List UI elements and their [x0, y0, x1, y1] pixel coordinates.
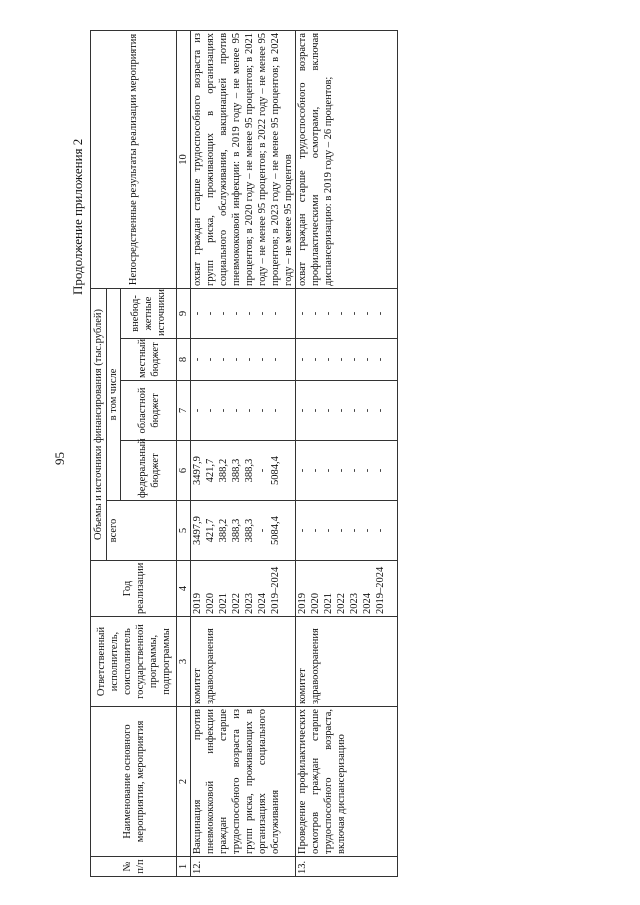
responsible-cell: комитет здравоохранения — [191, 617, 296, 707]
federal-value: - — [336, 468, 347, 473]
regional-value: - — [349, 408, 360, 413]
local-value: - — [244, 357, 255, 362]
year-value: 2020 — [310, 593, 321, 614]
regional-value: - — [336, 408, 347, 413]
year-value: 2023 — [349, 593, 360, 614]
local-value: - — [192, 357, 203, 362]
extrabudget-value: - — [218, 311, 229, 316]
extrabudget-value: - — [270, 311, 281, 316]
header-federal: федеральный бюджет — [121, 441, 177, 501]
regional-value: - — [323, 408, 334, 413]
extrabudget-value: - — [362, 311, 373, 316]
row-number: 13. — [296, 857, 398, 877]
regional-value: - — [231, 408, 242, 413]
header-funding: Объемы и источники финансирования (тыс.рублей) — [91, 288, 107, 560]
local-cell — [191, 339, 296, 381]
column-number: 9 — [177, 288, 191, 338]
federal-value: - — [323, 468, 334, 473]
results-cell: охват граждан старше трудоспособного возраста из групп риска, проживающих в организациях социального обслуживания, вакцинацией против пневмококковой инфекции: в 2019 году – не менее 95 процентов; в 2020 году – не менее 95 процентов; в 2021 году – не менее 95 процентов; в 2022 году – не менее 95 процентов; в 2023 году – не менее 95 процентов; в 2024 году – не менее 95 процентов — [191, 30, 296, 288]
regional-value: - — [257, 408, 268, 413]
regional-value: - — [270, 408, 281, 413]
results-cell: охват граждан старше трудоспособного возраста профилактическими осмотрами, включая диспансеризацию: в 2019 году – 26 процентов; — [296, 30, 398, 288]
local-value: - — [375, 357, 386, 362]
column-number: 2 — [177, 707, 191, 857]
year-value: 2022 — [231, 593, 242, 614]
federal-value: - — [375, 468, 386, 473]
total-value: - — [362, 528, 373, 533]
extrabudget-value: - — [349, 311, 360, 316]
local-value: - — [323, 357, 334, 362]
table-row — [296, 30, 398, 876]
total-value: - — [336, 528, 347, 533]
federal-value: 388,3 — [231, 458, 242, 483]
federal-value: - — [362, 468, 373, 473]
responsible-cell: комитет здравоохранения — [296, 617, 398, 707]
year-value: 2021 — [218, 593, 229, 614]
total-cell — [296, 501, 398, 561]
extrabudget-cell — [191, 288, 296, 338]
total-value: 388,2 — [218, 518, 229, 543]
regional-value: - — [218, 408, 229, 413]
federal-value: 421,7 — [205, 458, 216, 483]
extrabudget-value: - — [244, 311, 255, 316]
federal-value: 388,3 — [244, 458, 255, 483]
federal-cell — [296, 441, 398, 501]
regional-value: - — [205, 408, 216, 413]
header-num: № п/п — [91, 857, 177, 877]
local-value: - — [349, 357, 360, 362]
years-cell — [296, 561, 398, 617]
local-value: - — [362, 357, 373, 362]
regional-value: - — [297, 408, 308, 413]
regional-value: - — [310, 408, 321, 413]
column-number: 6 — [177, 441, 191, 501]
years-cell — [191, 561, 296, 617]
extrabudget-cell — [296, 288, 398, 338]
year-value: 2021 — [323, 593, 334, 614]
federal-value: - — [297, 468, 308, 473]
column-number: 7 — [177, 381, 191, 441]
regional-value: - — [375, 408, 386, 413]
measure-name: Вакцинация против пневмококковой инфекции граждан старше трудоспособного возраста из групп риска, проживающих в организациях социального обслуживания — [191, 707, 296, 857]
table-row — [191, 30, 296, 876]
header-total: всего — [107, 501, 177, 561]
federal-value: 388,2 — [218, 458, 229, 483]
column-number: 4 — [177, 561, 191, 617]
extrabudget-value: - — [205, 311, 216, 316]
total-value: 421,7 — [205, 518, 216, 543]
header-extrabudget: внебюд-жетные источники — [121, 288, 177, 338]
total-value: - — [310, 528, 321, 533]
year-value: 2024 — [257, 593, 268, 614]
local-value: - — [231, 357, 242, 362]
total-value: 5084,4 — [270, 516, 281, 545]
funding-table — [90, 30, 398, 877]
measure-name: Проведение профилактических осмотров граждан старше трудоспособного возраста, включая диспансеризацию — [296, 707, 398, 857]
local-value: - — [310, 357, 321, 362]
column-number: 10 — [177, 30, 191, 288]
local-value: - — [297, 357, 308, 362]
year-value: 2024 — [362, 593, 373, 614]
header-year: Год реализации — [91, 561, 177, 617]
federal-value: - — [349, 468, 360, 473]
regional-value: - — [244, 408, 255, 413]
header-responsible: Ответственный исполнитель, соисполнитель государственной программы, подпрограммы — [91, 617, 177, 707]
header-name: Наименование основного мероприятия, мероприятия — [91, 707, 177, 857]
row-number: 12. — [191, 857, 296, 877]
page-number: 95 — [52, 452, 67, 465]
year-value: 2019–2024 — [270, 566, 281, 614]
total-value: - — [257, 528, 268, 533]
column-number: 8 — [177, 339, 191, 381]
header-incl: в том числе — [107, 288, 121, 500]
federal-value: - — [257, 468, 268, 473]
regional-cell — [296, 381, 398, 441]
regional-value: - — [192, 408, 203, 413]
continuation-label: Продолжение приложения 2 — [70, 138, 85, 295]
total-value: - — [323, 528, 334, 533]
header-regional: областной бюджет — [121, 381, 177, 441]
header-results: Непосредственные результаты реализации мероприятия — [91, 30, 177, 288]
total-value: - — [297, 528, 308, 533]
local-value: - — [218, 357, 229, 362]
extrabudget-value: - — [336, 311, 347, 316]
total-value: 3497,9 — [192, 516, 203, 545]
year-value: 2019–2024 — [375, 566, 386, 614]
column-number: 1 — [177, 857, 191, 877]
column-number: 3 — [177, 617, 191, 707]
year-value: 2022 — [336, 593, 347, 614]
local-value: - — [257, 357, 268, 362]
header-local: местный бюджет — [121, 339, 177, 381]
extrabudget-value: - — [375, 311, 386, 316]
extrabudget-value: - — [231, 311, 242, 316]
total-value: 388,3 — [244, 518, 255, 543]
column-numbers-row — [177, 30, 191, 876]
column-number: 5 — [177, 501, 191, 561]
year-value: 2020 — [205, 593, 216, 614]
regional-cell — [191, 381, 296, 441]
federal-cell — [191, 441, 296, 501]
regional-value: - — [362, 408, 373, 413]
local-value: - — [336, 357, 347, 362]
federal-value: 5084,4 — [270, 456, 281, 485]
federal-value: 3497,9 — [192, 456, 203, 485]
local-cell — [296, 339, 398, 381]
federal-value: - — [310, 468, 321, 473]
year-value: 2019 — [297, 593, 308, 614]
year-value: 2023 — [244, 593, 255, 614]
total-value: 388,3 — [231, 518, 242, 543]
extrabudget-value: - — [310, 311, 321, 316]
total-value: - — [375, 528, 386, 533]
total-cell — [191, 501, 296, 561]
extrabudget-value: - — [297, 311, 308, 316]
extrabudget-value: - — [257, 311, 268, 316]
extrabudget-value: - — [192, 311, 203, 316]
total-value: - — [349, 528, 360, 533]
local-value: - — [270, 357, 281, 362]
year-value: 2019 — [192, 593, 203, 614]
extrabudget-value: - — [323, 311, 334, 316]
local-value: - — [205, 357, 216, 362]
